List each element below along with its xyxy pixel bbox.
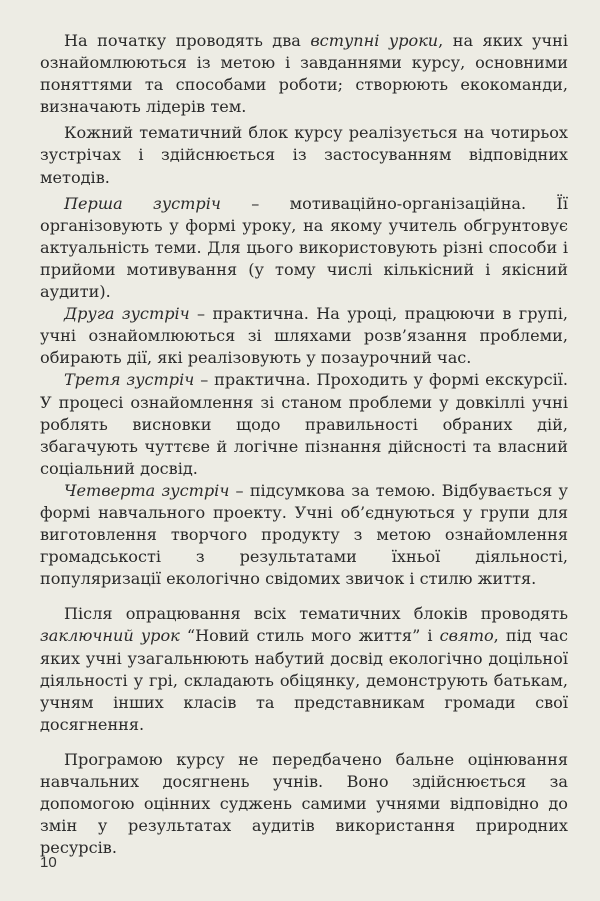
- text-run: Кожний тематичний блок курсу реалізується на чотирьох зустрічах і здійснюється із застосуванням відповідних методів.: [40, 123, 568, 187]
- paragraph-second-meeting: [40, 303, 568, 369]
- text-run: Після опрацювання всіх тематичних блоків проводять: [64, 604, 568, 624]
- paragraph-thematic-block: [40, 122, 568, 188]
- paragraph-first-meeting: [40, 193, 568, 303]
- text-run-italic: Четверта зустріч: [64, 480, 230, 500]
- text-run-italic: Друга зустріч: [64, 304, 190, 324]
- paragraph-final-lesson: [40, 603, 568, 736]
- text-run: Програмою курсу не передбачено бальне оцінювання навчальних досягнень учнів. Воно здійснюється за допомогою оцінних суджень самими учнями відповідно до змін у результатах аудитів використання природних ресурсів.: [40, 749, 568, 858]
- text-run: На початку проводять два: [64, 31, 311, 50]
- text-run: – мотиваційно-організаційна. Її організовують у формі уроку, на якому учитель обгрунтовує актуальність теми. Для цього використовують різні способи і прийоми мотивування (у тому числі кількісний і якісний аудити).: [40, 193, 568, 302]
- text-run: – підсумкова за темою. Відбувається у формі навчального проекту. Учні об’єднуються у групи для виготовлення творчого продукту з метою ознайомлення громадськості з результатами їхньої діяльності, популяризації екологічно свідомих звичок і стилю життя.: [40, 480, 568, 589]
- text-run-italic: Перша зустріч: [64, 193, 221, 213]
- text-run: “Новий стиль мого життя” і: [179, 626, 440, 646]
- paragraph-fourth-meeting: [40, 480, 568, 590]
- text-run: , під час яких учні узагальнюють набутий досвід екологічно доцільної діяльності у грі, складають обіцянку, демонструють батькам, учням інших класів та представникам громади свої досягнення.: [40, 626, 568, 734]
- text-run-italic: Третя зустріч: [64, 370, 195, 390]
- body-text: [40, 30, 568, 859]
- paragraph-assessment: [40, 749, 568, 859]
- paragraph-third-meeting: [40, 369, 568, 479]
- page-number: 10: [40, 854, 57, 871]
- text-run-italic: вступні уроки: [310, 31, 439, 50]
- text-run: , на яких учні ознайомлюються із метою і завданнями курсу, основними поняттями та способами роботи; створюють екокоманди, визначають лідерів тем.: [40, 31, 568, 117]
- text-run-italic: заключний урок: [40, 626, 180, 646]
- paragraph-intro-lessons: [40, 30, 568, 118]
- text-run: – практична. На уроці, працюючи в групі, учні ознайомлюються зі шляхами розв’язання проблеми, обирають дії, які реалізовують у позаурочний час.: [40, 304, 568, 368]
- text-run-italic: свято: [439, 626, 494, 646]
- text-run: – практична. Проходить у формі екскурсії. У процесі ознайомлення зі станом проблеми у довкіллі учні роблять висновки щодо правильності обраних дій, збагачують чуттєве й логічне пізнання дійсності та власний соціальний досвід.: [40, 370, 568, 478]
